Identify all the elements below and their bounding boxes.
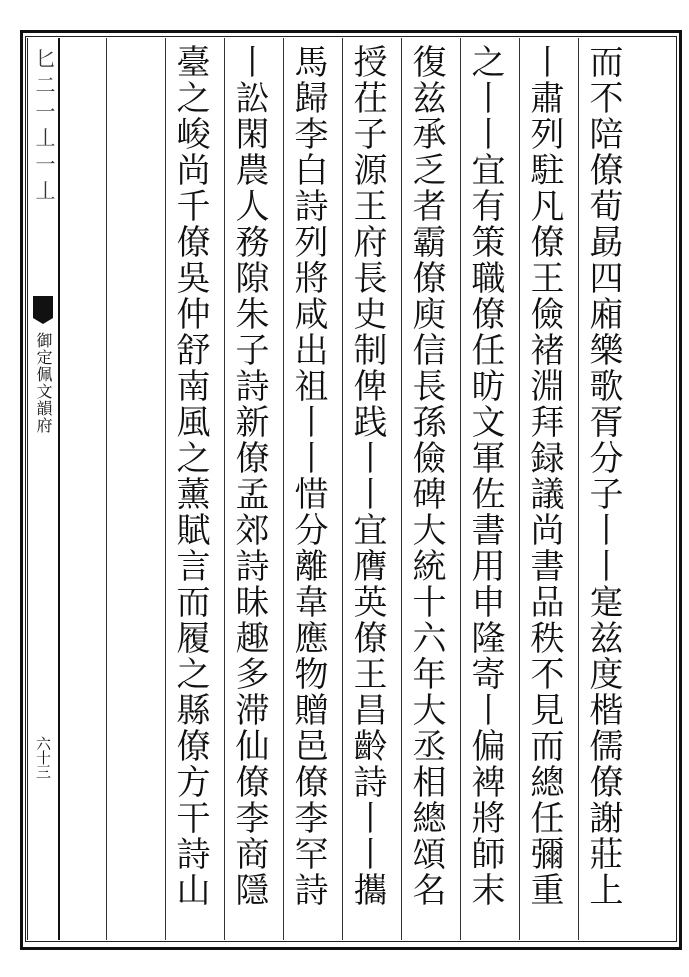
text-column: 丨訟閑農人務隙朱子詩新僚孟郊詩昧趣多滞仙僚李商隱 [229,44,269,908]
text-column: 馬歸李白詩列將咸出祖丨丨惜分離韋應物贈邑僚李罕詩 [288,44,328,908]
column-rule [106,38,107,940]
text-column: 丨肅列駐凡僚王儉褚淵拜録議尚書品秩不見而總任彌重 [524,44,564,908]
folio-number: 六十三 [34,736,52,778]
text-column: 之丨丨宜有策職僚任昉文軍佐書用申隆寄丨偏裨將師末 [465,44,505,908]
text-column: 授茌子源王府長史制俾践丨丨宜膺英僚王昌齡詩丨丨攜 [347,44,387,908]
margin-rule [58,38,60,940]
text-column: 臺之峻尚千僚吳仲舒南風之薰賦言而履之縣僚方干詩山 [170,44,210,908]
margin-rule [27,38,28,940]
book-title: 御定佩文韻府 [34,332,53,434]
text-column: 而不陪僚荀勗四廂樂歌胥分子丨丨寔兹度楷儒僚謝莊上 [583,44,623,908]
text-column: 復兹承乏者霸僚庾信長孫儉碑大統十六年大丞相總頌名 [406,44,446,908]
margin-marks: 匕 二 一 丄 一 丄 [32,48,56,200]
fish-tail-mark [31,296,55,324]
